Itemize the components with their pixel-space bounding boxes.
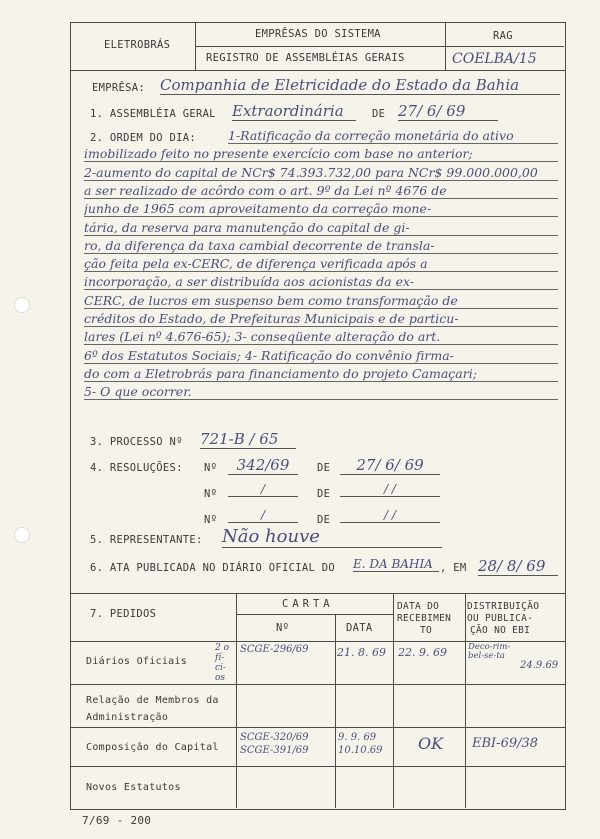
ordem-label: 2. ORDEM DO DIA: [90, 132, 196, 144]
resolucao-de-label: DE [317, 462, 331, 474]
assembleia-date: 27/ 6/ 69 [398, 102, 498, 121]
table-carta: CARTA [282, 598, 334, 610]
resolucao-date: / / [340, 508, 440, 523]
table-pedidos: 7. PEDIDOS [90, 608, 157, 620]
row-diarios-carta-data: 21. 8. 69 [337, 646, 386, 659]
table-data-receb-1: DATA DO [397, 601, 440, 612]
row-diarios-dist2: 24.9.69 [520, 660, 559, 671]
assembleia-de: DE [372, 108, 386, 120]
assembleia-label: 1. ASSEMBLÉIA GERAL [90, 108, 216, 120]
row-composicao-receb: OK [418, 734, 444, 753]
agenda-line: junho de 1965 com aproveitamento da correção mone- [84, 201, 558, 217]
processo-value: 721-B / 65 [200, 430, 296, 449]
representante-value: Não houve [222, 526, 442, 548]
table-dist-2: OU PUBLICA- [467, 613, 534, 624]
row-composicao-carta-data: 9. 9. 69 10.10.69 [338, 732, 383, 756]
row-diarios-dist: Deco-rim-bel-se-ta [468, 642, 511, 661]
agenda-line: lares (Lei nº 4.676-65); 3- conseqüente alteração do art. [84, 329, 558, 345]
resolucao-date: 27/ 6/ 69 [340, 456, 440, 475]
header-coelba: COELBA/15 [452, 51, 537, 67]
agenda-line: ro, da diferença da taxa cambial decorrente de transla- [84, 238, 558, 254]
row-diarios-carta-no: SCGE-296/69 [240, 644, 309, 655]
agenda-line: 1-Ratificação da correção monetária do ativo [228, 128, 558, 144]
agenda-line: créditos do Estado, de Prefeituras Municipais e de particu- [84, 311, 558, 327]
punch-hole [14, 297, 30, 313]
table-carta-no: Nº [276, 622, 290, 634]
resolucao-date: / / [340, 482, 440, 497]
row-relacao-label: Relação de Membros da Administração [86, 695, 219, 723]
punch-hole [14, 527, 30, 543]
resolucao-de-label: DE [317, 488, 331, 500]
table-data-receb-2: RECEBIMEN [397, 613, 452, 624]
resolucao-number: 342/69 [228, 456, 298, 475]
agenda-line: do com a Eletrobrás para financiamento do projeto Camaçari; [84, 366, 558, 382]
row-diarios-receb: 22. 9. 69 [398, 646, 447, 659]
resolucao-number: / [228, 508, 298, 523]
ata-where: E. DA BAHIA [353, 557, 439, 572]
header-rag: RAG [493, 30, 513, 42]
agenda-line: a ser realizado de acôrdo com o art. 9º da Lei nº 4676 de [84, 183, 558, 199]
footer-code: 7/69 - 200 [82, 814, 152, 827]
table-dist-3: ÇÃO NO EBI [470, 625, 531, 636]
resolucao-de-label: DE [317, 514, 331, 526]
processo-label: 3. PROCESSO Nº [90, 436, 183, 448]
empresa-label: EMPRÊSA: [92, 82, 145, 94]
header-registro: REGISTRO DE ASSEMBLÉIAS GERAIS [206, 52, 405, 64]
resolucao-no-label: Nº [204, 514, 218, 526]
agenda-line: incorporação, a ser distribuída aos acionistas da ex- [84, 274, 558, 290]
resolucao-no-label: Nº [204, 462, 218, 474]
agenda-line: 5- O que ocorrer. [84, 384, 558, 400]
ata-date: 28/ 8/ 69 [478, 557, 558, 576]
empresa-value: Companhia de Eletricidade do Estado da Bahia [160, 76, 560, 95]
agenda-line: 6º dos Estatutos Sociais; 4- Ratificação do convênio firma- [84, 348, 558, 364]
table-data-receb-3: TO [420, 625, 433, 636]
row-diarios-note: 2 ofí- ci- os [215, 643, 230, 683]
row-composicao-carta-no: SCGE-320/69 SCGE-391/69 [240, 732, 309, 756]
resolucoes-label: 4. RESOLUÇÕES: [90, 462, 183, 474]
table-carta-data: DATA [346, 622, 373, 634]
agenda-line: ção feita pela ex-CERC, de diferença verificada após a [84, 256, 558, 272]
ata-label: 6. ATA PUBLICADA NO DIÁRIO OFICIAL DO [90, 562, 335, 574]
agenda-line: CERC, de lucros em suspenso bem como transformação de [84, 293, 558, 309]
row-composicao-label: Composição do Capital [86, 742, 219, 753]
row-composicao-dist: EBI-69/38 [472, 736, 539, 751]
row-diarios-label: Diários Oficiais [86, 656, 188, 667]
agenda-line: 2-aumento do capital de NCr$ 74.393.732,00 para NCr$ 99.000.000,00 [84, 165, 558, 181]
resolucao-no-label: Nº [204, 488, 218, 500]
agenda-line: imobilizado feito no presente exercício com base no anterior; [84, 146, 558, 162]
agenda-line: tária, da reserva para manutenção do capital de gi- [84, 220, 558, 236]
ata-em: , EM [440, 562, 467, 574]
header-empresas: EMPRÊSAS DO SISTEMA [255, 28, 381, 40]
row-estatutos-label: Novos Estatutos [86, 782, 181, 793]
table-dist-1: DISTRIBUIÇÃO [467, 601, 540, 612]
header-eletrobras: ELETROBRÁS [104, 39, 171, 51]
assembleia-type: Extraordinária [232, 102, 356, 121]
representante-label: 5. REPRESENTANTE: [90, 534, 203, 546]
resolucao-number: / [228, 482, 298, 497]
